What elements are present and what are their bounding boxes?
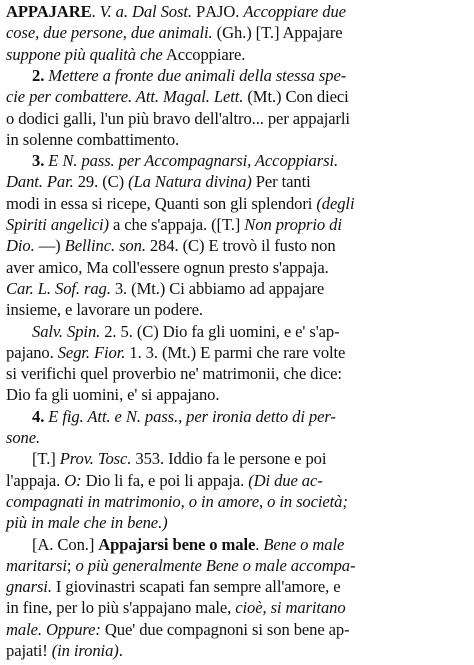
entry-line — [32, 448, 326, 470]
entry-line — [32, 406, 336, 428]
text-run: Dio fa gli uomini, e' si appajano. — [6, 385, 220, 405]
entry-line — [6, 342, 345, 364]
text-run: o dodici galli, l'un più bravo dell'altro... per appajarli — [6, 108, 350, 128]
italic-text: (La Natura divina) — [128, 172, 252, 192]
entry-line — [6, 108, 350, 130]
italic-text: (degli — [316, 193, 355, 213]
text-run: aver amico, Ma coll'essere ognun presto s'appaja. — [6, 257, 329, 277]
text-run: P — [191, 2, 206, 21]
italic-text: E fig. Att. e N. pass., per ironia detto di per- — [48, 406, 336, 426]
text-run: a che s'appaja. ([T.] — [108, 215, 245, 234]
text-run: 2. 5. (C) Dio fa gli uomini, e e' s'ap- — [100, 321, 340, 341]
italic-text: (Di due ac- — [248, 470, 323, 490]
text-run: 29. (C) — [73, 172, 129, 192]
italic-text: maritarsi — [6, 555, 67, 575]
smallcaps-text: AJO — [205, 2, 236, 21]
italic-text: Car. L. Sof. rag. — [6, 278, 111, 298]
italic-text: Prov. Tosc. — [59, 449, 132, 469]
text-run: pajati! — [6, 641, 52, 660]
italic-text: più in male che in bene.) — [6, 513, 168, 533]
text-run: in solenne combattimento. — [6, 129, 180, 149]
text-run: Per tanti — [251, 172, 311, 192]
text-run: 353. Iddio fa le persone e poi — [131, 449, 327, 469]
italic-text: E N. pass. per Accompagnarsi, Accoppiarsi. — [48, 151, 339, 171]
italic-text: Non proprio di — [244, 215, 342, 234]
italic-text: Dio. — [6, 236, 35, 256]
text-run: modi in essa si ricepe, Quanti son gli splendori — [6, 193, 317, 213]
italic-text: V. a. Dal Sost. — [99, 2, 192, 21]
text-run: Dio li fa, e poi li appaja. — [81, 470, 249, 490]
entry-line — [6, 278, 324, 300]
text-run: insieme, e lavorare un podere. — [6, 300, 203, 320]
text-run: [T.] — [32, 449, 60, 469]
entry-line — [32, 65, 346, 87]
italic-text: suppone più qualità che — [6, 44, 163, 64]
entry-line — [6, 44, 245, 66]
italic-text: sone. — [6, 428, 41, 447]
entry-line — [32, 321, 340, 343]
entry-line — [32, 534, 344, 556]
italic-text: (in ironia) — [51, 641, 119, 660]
italic-text: O: — [64, 470, 82, 490]
text-run: [A. Con.] — [32, 534, 99, 554]
entry-line — [6, 555, 355, 577]
entry-line — [6, 171, 311, 193]
bold-text: 4. — [32, 406, 49, 426]
italic-text: cie per combattere. Att. Magal. Lett. — [6, 87, 244, 107]
text-run: . — [118, 641, 123, 660]
entry-line — [6, 619, 350, 641]
text-run: ; — [66, 555, 76, 575]
text-run: 284. (C) E trovò il fusto non — [145, 236, 336, 256]
entry-line — [6, 363, 342, 385]
entry-line — [6, 299, 203, 321]
entry-line — [6, 597, 346, 619]
entry-line — [6, 384, 219, 406]
entry-line — [6, 576, 341, 598]
text-run: . — [235, 2, 244, 21]
text-run: 1. 3. (Mt.) E parmi che rare volte — [125, 342, 346, 362]
entry-line — [6, 1, 346, 23]
italic-text: Salv. Spin. — [32, 321, 101, 341]
bold-text: 2. — [32, 65, 49, 85]
italic-text: Mettere a fronte due animali della stessa spe- — [48, 65, 347, 85]
entry-line — [6, 86, 349, 108]
text-run: . — [255, 534, 264, 554]
entry-line — [6, 512, 168, 534]
bold-text: APPAJARE — [6, 2, 92, 21]
italic-text: gnarsi. — [6, 577, 52, 597]
text-run: 3. (Mt.) Ci abbiamo ad appajare — [110, 278, 325, 298]
entry-line — [6, 491, 348, 513]
italic-text: cose, due persone, due animali. — [6, 23, 213, 43]
italic-text: Segr. Fior. — [57, 342, 126, 362]
italic-text: compagnati in matrimonio, o in amore, o in società; — [6, 491, 348, 511]
text-run: . — [91, 2, 100, 21]
entry-line — [6, 193, 354, 215]
entry-line — [6, 470, 323, 492]
text-run: l'appaja. — [6, 470, 65, 490]
italic-text: Spiriti angelici) — [6, 215, 109, 234]
italic-text: Bellinc. son. — [64, 236, 146, 256]
entry-line — [6, 427, 40, 449]
entry-line — [6, 235, 336, 257]
italic-text: Bene o male — [263, 534, 345, 554]
text-run: (Mt.) Con dieci — [243, 87, 349, 107]
entry-line — [6, 214, 342, 236]
entry-line — [6, 640, 123, 662]
text-run: (Gh.) [T.] Appajare — [212, 23, 343, 43]
italic-text: o più generalmente Bene o male accompa- — [75, 555, 356, 575]
italic-text: male. Oppure: — [6, 619, 101, 639]
entry-line — [6, 129, 179, 151]
bold-text: 3. — [32, 151, 49, 171]
entry-line — [6, 257, 329, 279]
italic-text: Accoppiare due — [243, 2, 346, 21]
text-run: in fine, per lo più s'appajano male, — [6, 598, 236, 618]
entry-line — [32, 150, 338, 172]
text-run: pajano. — [6, 342, 58, 362]
bold-text: Appajarsi bene o male — [98, 534, 256, 554]
text-run: —) — [34, 236, 65, 256]
text-run: I giovinastri scapati fan sempre all'amore, e — [51, 577, 341, 597]
entry-line — [6, 22, 343, 44]
text-run: Que' due compagnoni si son bene ap- — [100, 619, 350, 639]
text-run: Accoppiare. — [162, 44, 246, 64]
italic-text: cioè, si maritano — [235, 598, 346, 618]
italic-text: Dant. Par. — [6, 172, 74, 192]
text-run: si verifichi quel proverbio ne' matrimonii, che dice: — [6, 364, 342, 384]
